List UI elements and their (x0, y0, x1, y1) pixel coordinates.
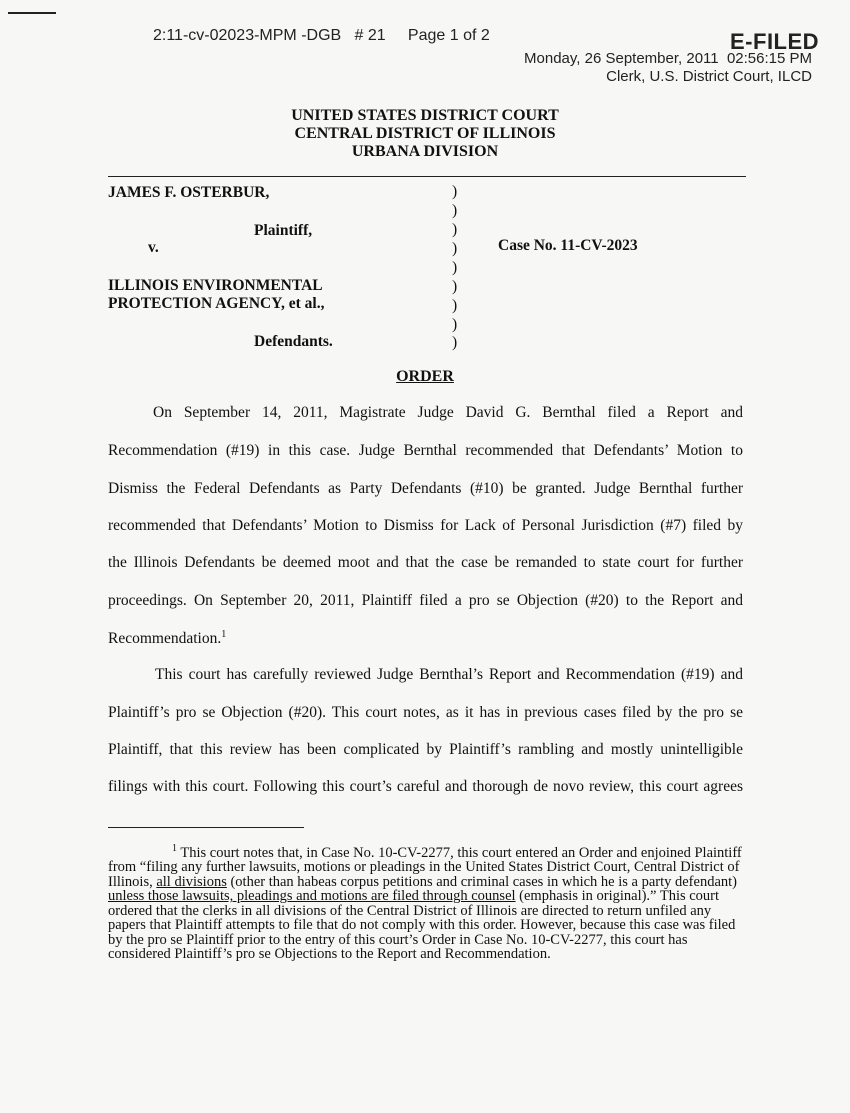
plaintiff-name: JAMES F. OSTERBUR, (108, 184, 270, 201)
body-line: proceedings. On September 20, 2011, Plaintiff filed a pro se Objection (#20) to the Report and (108, 592, 743, 609)
body-line-text: Recommendation. (108, 630, 222, 648)
caption-paren: ) (452, 297, 458, 314)
defendant-name-line2: PROTECTION AGENCY, et al., (108, 295, 325, 312)
efiled-stamp: E-FILED (730, 29, 820, 54)
efile-case-number: 2:11-cv-02023-MPM -DGB # 21 Page 1 of 2 (153, 27, 490, 44)
clerk-line: Clerk, U.S. District Court, ILCD (606, 68, 812, 85)
caption-paren: ) (452, 278, 458, 295)
footnote-reference: 1 (221, 629, 227, 640)
versus: v. (148, 239, 159, 256)
defendant-role: Defendants. (254, 333, 333, 350)
footnote-underlined: unless those lawsuits, pleadings and motions are filed through counsel (108, 888, 516, 905)
body-line: Dismiss the Federal Defendants as Party Defendants (#10) be granted. Judge Bernthal further (108, 480, 743, 497)
court-name: UNITED STATES DISTRICT COURT (291, 107, 559, 124)
caption-paren: ) (452, 259, 458, 276)
body-line-last (108, 629, 743, 648)
caption-paren: ) (452, 202, 458, 219)
case-number-caption: Case No. 11-CV-2023 (498, 237, 638, 254)
body-line: Recommendation (#19) in this case. Judge Bernthal recommended that Defendants’ Motion to (108, 442, 743, 459)
caption-paren: ) (452, 334, 458, 351)
footnote-rule (108, 827, 304, 828)
corner-mark (8, 12, 56, 14)
footnote-marker: 1 (172, 843, 177, 854)
footnote-text: This court notes that, in Case No. 10-CV-2277, this court entered an Order and enjoined Plaintiff from “filing any further lawsuits, motions or pleadings in the United States District Court, Central District of Illinois, (108, 844, 742, 890)
efiled-date-time: Monday, 26 September, 2011 02:56:15 PM (524, 50, 812, 67)
footnote (108, 842, 742, 962)
body-line: the Illinois Defendants be deemed moot and that the case be remanded to state court for further (108, 554, 743, 571)
body-line: Plaintiff’s pro se Objection (#20). This court notes, as it has in previous cases filed by the pro se (108, 704, 743, 721)
caption-paren: ) (452, 183, 458, 200)
caption-paren: ) (452, 221, 458, 238)
caption-paren: ) (452, 240, 458, 257)
footnote-text: (other than habeas corpus petitions and criminal cases in which he is a party defendant) (226, 873, 737, 890)
caption-rule (108, 176, 746, 177)
court-district: CENTRAL DISTRICT OF ILLINOIS (294, 125, 556, 142)
body-line: filings with this court. Following this court’s careful and thorough de novo review, this court agrees (108, 778, 743, 795)
footnote-text: (emphasis in original).” This court ordered that the clerks in all divisions of the Central District of Illinois are directed to return unfiled any papers that Plaintiff attempts to file that do not comply with this order. However, because this case was filed by the pro se Plaintiff prior to the entry of this court’s Order in Case No. 10-CV-2277, this court has considered Plaintiff’s pro se Objections to the Report and Recommendation. (108, 888, 736, 963)
defendant-name-line1: ILLINOIS ENVIRONMENTAL (108, 277, 323, 294)
court-division: URBANA DIVISION (351, 143, 499, 160)
body-line: On September 14, 2011, Magistrate Judge David G. Bernthal filed a Report and (153, 404, 743, 421)
caption-paren: ) (452, 316, 458, 333)
order-title: ORDER (396, 368, 454, 385)
body-line: Plaintiff, that this review has been complicated by Plaintiff’s rambling and mostly unintelligible (108, 741, 743, 758)
body-line: recommended that Defendants’ Motion to Dismiss for Lack of Personal Jurisdiction (#7) filed by (108, 517, 743, 534)
footnote-underlined: all divisions (156, 873, 227, 890)
plaintiff-role: Plaintiff, (254, 222, 313, 239)
body-line: This court has carefully reviewed Judge Bernthal’s Report and Recommendation (#19) and (155, 666, 743, 683)
